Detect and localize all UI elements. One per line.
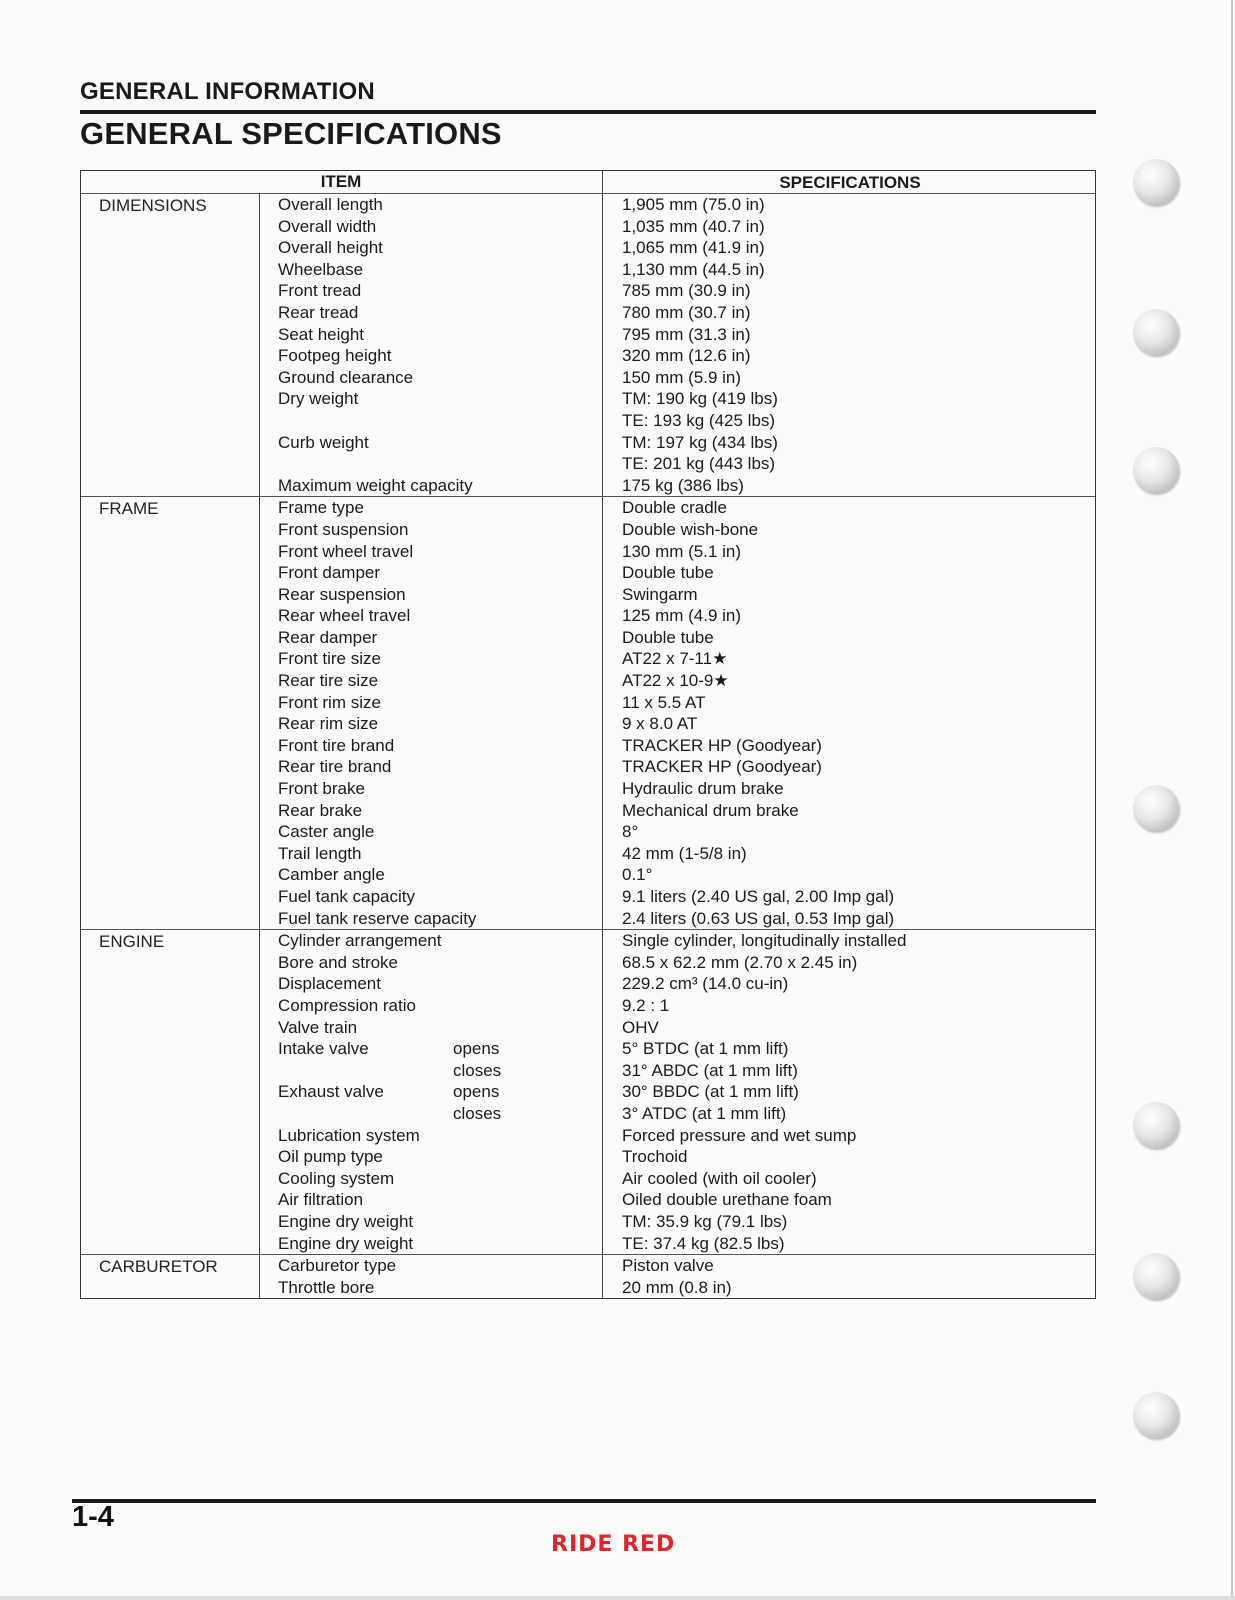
table-row [81,237,1095,259]
item-cell: Caster angle [278,822,375,842]
spec-cell: TM: 197 kg (434 lbs) [622,432,778,452]
item-cell: Front damper [278,563,381,583]
spec-cell: 9.1 liters (2.40 US gal, 2.00 Imp gal) [622,887,895,906]
table-row [81,778,1095,800]
table-row [81,756,1095,778]
table-row [81,713,1095,735]
page-number: 1-4 [72,1501,114,1533]
spec-cell: Oiled double urethane foam [622,1190,832,1210]
spec-cell: 780 mm (30.7 in) [622,302,751,322]
table-row [81,908,1095,930]
category-label: DIMENSIONS [99,196,207,215]
table-row [81,562,1095,584]
spec-cell: 30° BBDC (at 1 mm lift) [622,1082,799,1102]
spec-cell: Double tube [622,627,714,647]
sub-item-cell: closes [453,1060,502,1080]
binder-ring-hole [1133,447,1179,493]
item-cell: Footpeg height [278,346,392,366]
item-cell: Trail length [278,843,362,863]
item-cell: Front suspension [278,519,409,539]
spec-cell: 42 mm (1-5/8 in) [622,843,747,863]
item-cell: Compression ratio [278,995,416,1015]
section-carburetor [81,1255,1095,1298]
spec-cell: 11 x 5.5 AT [622,692,706,712]
item-cell: Intake valve [278,1039,369,1059]
item-cell: Curb weight [278,432,369,452]
table-row [81,519,1095,541]
item-cell: Front tire brand [278,735,395,755]
item-cell: Rear tire size [278,671,379,691]
spec-cell: 175 kg (386 lbs) [622,475,744,495]
footer-brand-logo: RIDE RED [551,1532,676,1557]
spec-cell: TM: 190 kg (419 lbs) [622,389,778,409]
table-row [81,497,1095,519]
item-cell: Ground clearance [278,367,414,387]
table-row [81,259,1095,281]
table-row [81,584,1095,606]
item-cell: Seat height [278,324,365,344]
item-cell: Front tire size [278,649,381,669]
item-cell: Carburetor type [278,1256,397,1276]
item-cell: Oil pump type [278,1147,383,1167]
spec-cell: 8° [622,822,639,842]
item-cell: Rear brake [278,800,363,820]
spec-cell: 1,035 mm (40.7 in) [622,216,765,236]
section-frame [81,497,1095,930]
spec-cell: AT22 x 7-11★ [622,649,728,669]
spec-cell: 1,065 mm (41.9 in) [622,238,765,258]
col-header-specifications: SPECIFICATIONS [779,173,921,192]
table-row [81,324,1095,346]
binder-ring-hole [1133,159,1179,205]
spec-cell: Double cradle [622,498,727,518]
spec-cell: 0.1° [622,865,653,885]
footer-rule [72,1499,1096,1503]
category-label: ENGINE [99,932,165,952]
sub-item-cell: opens [453,1039,500,1059]
table-row [81,648,1095,670]
table-row [81,973,1095,995]
table-row [81,1168,1095,1190]
item-cell: Rear tire brand [278,757,392,777]
binder-ring-hole [1133,1102,1179,1148]
spec-cell: Single cylinder, longitudinally installed [622,931,907,951]
item-cell: Air filtration [278,1190,364,1210]
item-cell: Dry weight [278,389,359,409]
spec-cell: Hydraulic drum brake [622,779,784,799]
spec-cell: AT22 x 10-9★ [622,671,729,691]
spec-cell: 150 mm (5.9 in) [622,367,742,387]
table-row [81,302,1095,324]
spec-cell: Double tube [622,563,714,583]
item-cell: Lubrication system [278,1125,420,1145]
spec-cell: 9.2 : 1 [622,995,670,1015]
table-row [81,605,1095,627]
table-row [81,800,1095,822]
category-label: CARBURETOR [99,1257,218,1277]
item-cell: Engine dry weight [278,1233,414,1253]
table-row [81,216,1095,238]
spec-cell: TE: 201 kg (443 lbs) [622,454,776,474]
item-cell: Throttle bore [278,1277,375,1297]
item-cell: Front brake [278,779,365,799]
item-cell: Rear tread [278,302,359,322]
item-cell: Fuel tank capacity [278,887,416,906]
spec-cell: 20 mm (0.8 in) [622,1277,732,1297]
table-row [81,1233,1095,1255]
section-engine [81,930,1095,1255]
item-cell: Rear wheel travel [278,606,411,626]
item-cell: Overall width [278,216,377,236]
table-row [81,388,1095,410]
table-row [81,670,1095,692]
item-cell: Frame type [278,498,364,518]
spec-cell: 785 mm (30.9 in) [622,281,751,301]
sub-item-cell: closes [453,1103,502,1123]
table-row [81,1125,1095,1147]
item-cell: Valve train [278,1017,358,1037]
col-header-item: ITEM [320,172,362,191]
table-row [81,1060,1095,1082]
item-cell: Engine dry weight [278,1211,414,1231]
item-cell: Wheelbase [278,259,364,279]
category-label: FRAME [99,499,159,519]
item-cell: Bore and stroke [278,952,399,972]
page-title: GENERAL SPECIFICATIONS [80,116,502,151]
spec-cell: 1,130 mm (44.5 in) [622,259,765,279]
binder-ring-hole [1133,1392,1179,1438]
spec-cell: 795 mm (31.3 in) [622,324,751,344]
item-cell: Rear rim size [278,714,379,734]
spec-cell: Double wish-bone [622,519,759,539]
binder-ring-hole [1133,309,1179,355]
section-header: GENERAL INFORMATION [80,78,375,105]
table-row [81,886,1095,908]
table-row [81,821,1095,843]
spec-cell: Forced pressure and wet sump [622,1125,857,1145]
spec-cell: Air cooled (with oil cooler) [622,1168,817,1188]
header-rule [80,110,1096,114]
table-row [81,692,1095,714]
spec-cell: Trochoid [622,1147,688,1167]
item-cell: Cylinder arrangement [278,931,442,951]
binder-ring-hole [1133,785,1179,831]
table-row [81,952,1095,974]
spec-cell: 3° ATDC (at 1 mm lift) [622,1103,787,1123]
item-cell: Cooling system [278,1168,395,1188]
spec-cell: 5° BTDC (at 1 mm lift) [622,1039,789,1059]
page-edge [1231,0,1233,1600]
spec-cell: TRACKER HP (Goodyear) [622,757,822,777]
table-row [81,1277,1095,1299]
table-row [81,432,1095,454]
spec-cell: 229.2 cm³ (14.0 cu-in) [622,974,789,994]
table-row [81,1189,1095,1211]
spec-cell: 130 mm (5.1 in) [622,541,742,561]
spec-cell: TM: 35.9 kg (79.1 lbs) [622,1211,788,1231]
spec-cell: 1,905 mm (75.0 in) [622,195,765,214]
item-cell: Front tread [278,281,362,301]
spec-table [80,170,1096,1299]
table-row [81,345,1095,367]
table-row [81,1017,1095,1039]
item-cell: Exhaust valve [278,1082,384,1102]
table-row [81,1103,1095,1125]
binder-ring-hole [1133,1253,1179,1299]
table-row [81,930,1095,952]
spec-cell: Piston valve [622,1256,714,1276]
table-row [81,367,1095,389]
item-cell: Overall length [278,195,383,214]
spec-cell: 320 mm (12.6 in) [622,346,751,366]
table-row [81,843,1095,865]
spec-cell: 68.5 x 62.2 mm (2.70 x 2.45 in) [622,952,858,972]
table-row [81,1211,1095,1233]
page-edge [0,1596,1235,1600]
spec-cell: TRACKER HP (Goodyear) [622,735,822,755]
item-cell: Camber angle [278,865,385,885]
table-row [81,475,1095,497]
table-row [81,280,1095,302]
spec-cell: Swingarm [622,584,698,604]
table-row [81,453,1095,475]
table-row [81,1146,1095,1168]
item-cell: Displacement [278,974,381,994]
table-row [81,1081,1095,1103]
spec-cell: OHV [622,1017,659,1037]
spec-cell: 31° ABDC (at 1 mm lift) [622,1060,798,1080]
item-cell: Maximum weight capacity [278,475,473,495]
item-cell: Rear damper [278,627,378,647]
table-row [81,735,1095,757]
section-dimensions [81,194,1095,497]
spec-cell: TE: 193 kg (425 lbs) [622,410,776,430]
table-row [81,995,1095,1017]
item-cell: Overall height [278,238,383,258]
sub-item-cell: opens [453,1082,500,1102]
spec-cell: 125 mm (4.9 in) [622,606,742,626]
item-cell: Front rim size [278,692,381,712]
table-row [81,410,1095,432]
item-cell: Front wheel travel [278,541,414,561]
item-cell: Rear suspension [278,584,406,604]
table-body [81,194,1095,1298]
spec-cell: TE: 37.4 kg (82.5 lbs) [622,1233,785,1253]
spec-cell: Mechanical drum brake [622,800,799,820]
table-row [81,194,1095,216]
table-row [81,864,1095,886]
table-row [81,1255,1095,1277]
table-row [81,1038,1095,1060]
spec-cell: 2.4 liters (0.63 US gal, 0.53 Imp gal) [622,908,895,928]
table-row [81,627,1095,649]
item-cell: Fuel tank reserve capacity [278,908,477,928]
table-header [81,171,1095,194]
spec-cell: 9 x 8.0 AT [622,714,698,734]
table-row [81,541,1095,563]
